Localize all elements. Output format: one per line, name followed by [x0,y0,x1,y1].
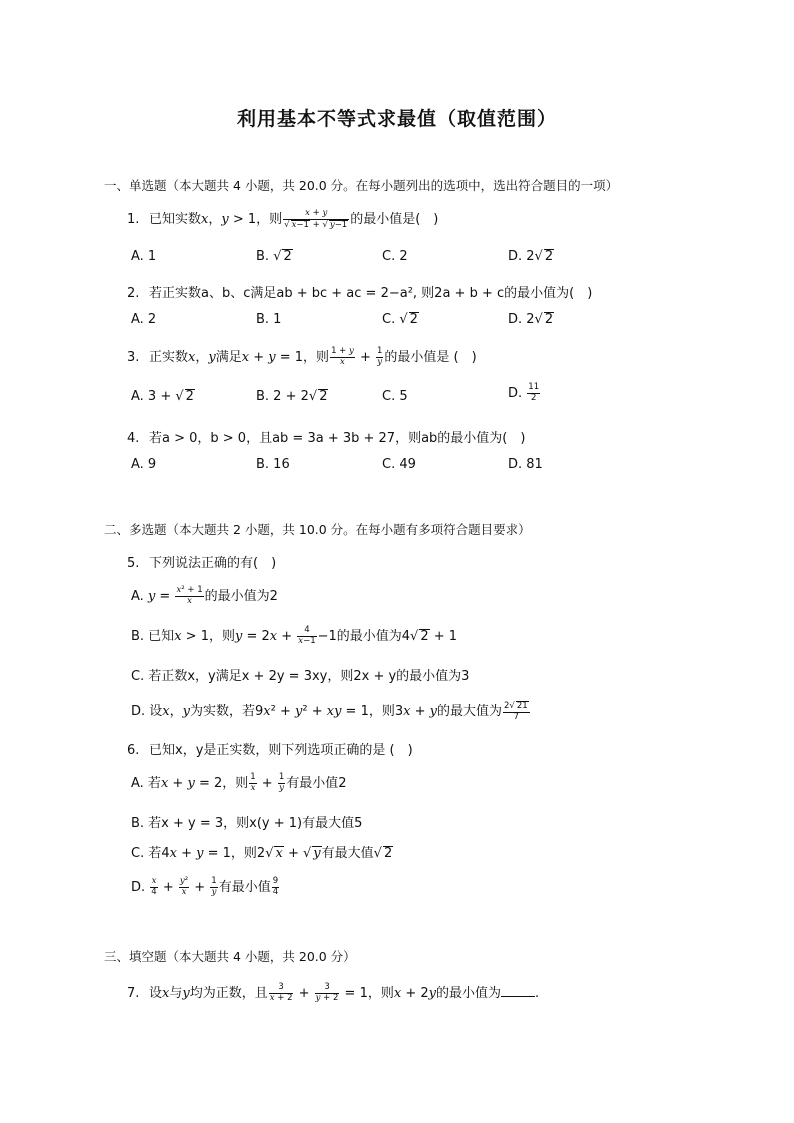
answer-blank[interactable] [501,986,535,997]
question-number: 4. [127,431,140,446]
option-b[interactable]: B. √ 2 [256,249,292,264]
question-number: 6. [127,743,140,758]
question-number: 1. [127,212,140,227]
option-b[interactable]: B. 1 [256,312,282,327]
question-3: 3. 正实数x，y满足x + y = 1，则 $\frac{1 + y}{x}$ + $\frac{1}{y}$ 的最小值是 ( ) [127,346,477,367]
option-c[interactable]: C. 2 [382,249,408,264]
question-number: 3. [127,350,140,365]
option-q5-d[interactable]: D. 设x，y为实数，若9x² + y² + xy = 1，则3x + y的最大值为 $\frac{2√ 21}{7}$ [131,700,528,722]
option-a[interactable]: A. 9 [131,457,157,472]
options-q2 [131,312,651,332]
section-heading-single-choice: 一、单选题（本大题共 4 小题，共 20.0 分。在每小题列出的选项中，选出符合题目的一项） [104,178,619,193]
option-q5-b[interactable]: B. 已知x > 1，则y = 2x + $\frac{4}{x-1}$ −1的最小值为4√ 2 + 1 [131,625,458,646]
options-q1 [131,249,651,269]
question-number: 5. [127,556,140,571]
question-5: 5. 下列说法正确的有( ) [127,556,277,571]
option-d[interactable]: D. 2√ 2 [508,249,554,264]
option-q5-a[interactable]: A. y = $\frac{\text{x² + 1}}{x}$ 的最小值为2 [131,585,278,606]
question-number: 7. [127,986,140,1001]
option-d[interactable]: D. 2√ 2 [508,312,554,327]
option-b[interactable]: B. 2 + 2√ 2 [256,389,328,404]
option-c[interactable]: C. 5 [382,389,408,404]
option-q5-c[interactable]: C. 若正数x，y满足x + 2y = 3xy，则2x + y的最小值为3 [131,669,470,684]
option-a[interactable]: A. 1 [131,249,157,264]
options-q4 [131,457,651,477]
option-b[interactable]: B. 16 [256,457,290,472]
option-d[interactable]: D. $\frac{11}{2}$ [508,382,540,403]
option-a[interactable]: A. 2 [131,312,157,327]
option-c[interactable]: C. 49 [382,457,416,472]
question-2: 2. 若正实数a、b、c满足ab + bc + ac = 2−a², 则2a + b + c的最小值为( ) [127,286,593,301]
option-q6-d[interactable]: D. $\frac{x}{4}$ + $\frac{\text{y²}}{x}$ + $\frac{1}{y}$ 有最小值 $\frac{9}{4}$ [131,876,279,897]
option-q6-c[interactable]: C. 若4x + y = 1，则2√ x + √ y有最大值√ 2 [131,846,393,861]
option-d[interactable]: D. 81 [508,457,543,472]
page-title: 利用基本不等式求最值（取值范围） [236,108,557,130]
options-q3 [131,382,651,409]
question-4: 4. 若a > 0，b > 0，且ab = 3a + 3b + 27，则ab的最小值为( ) [127,431,526,446]
option-q6-a[interactable]: A. 若x + y = 2，则 $\frac{1}{x}$ + $\frac{1}{y}$ 有最小值2 [131,772,347,793]
option-q6-b[interactable]: B. 若x + y = 3，则x(y + 1)有最大值5 [131,816,363,831]
question-number: 2. [127,286,140,301]
question-6: 6. 已知x，y是正实数，则下列选项正确的是 ( ) [127,743,413,758]
option-c[interactable]: C. √ 2 [382,312,418,327]
question-7: 7. 设x与y均为正数，且 $\frac{3}{x + 2}$ + $\frac{3}{y + 2}$ = 1，则x + 2y的最小值为 . [127,982,540,1003]
option-a[interactable]: A. 3 + √ 2 [131,389,194,404]
question-1: 1. 已知实数x，y > 1，则 $\frac{x + y}{√ x-1 + √ y-1}$ 的最小值是( ) [127,207,439,230]
section-heading-multiple-choice: 二、多选题（本大题共 2 小题，共 10.0 分。在每小题有多项符合题目要求） [104,522,531,537]
section-heading-fill-blank: 三、填空题（本大题共 4 小题，共 20.0 分） [104,949,356,964]
